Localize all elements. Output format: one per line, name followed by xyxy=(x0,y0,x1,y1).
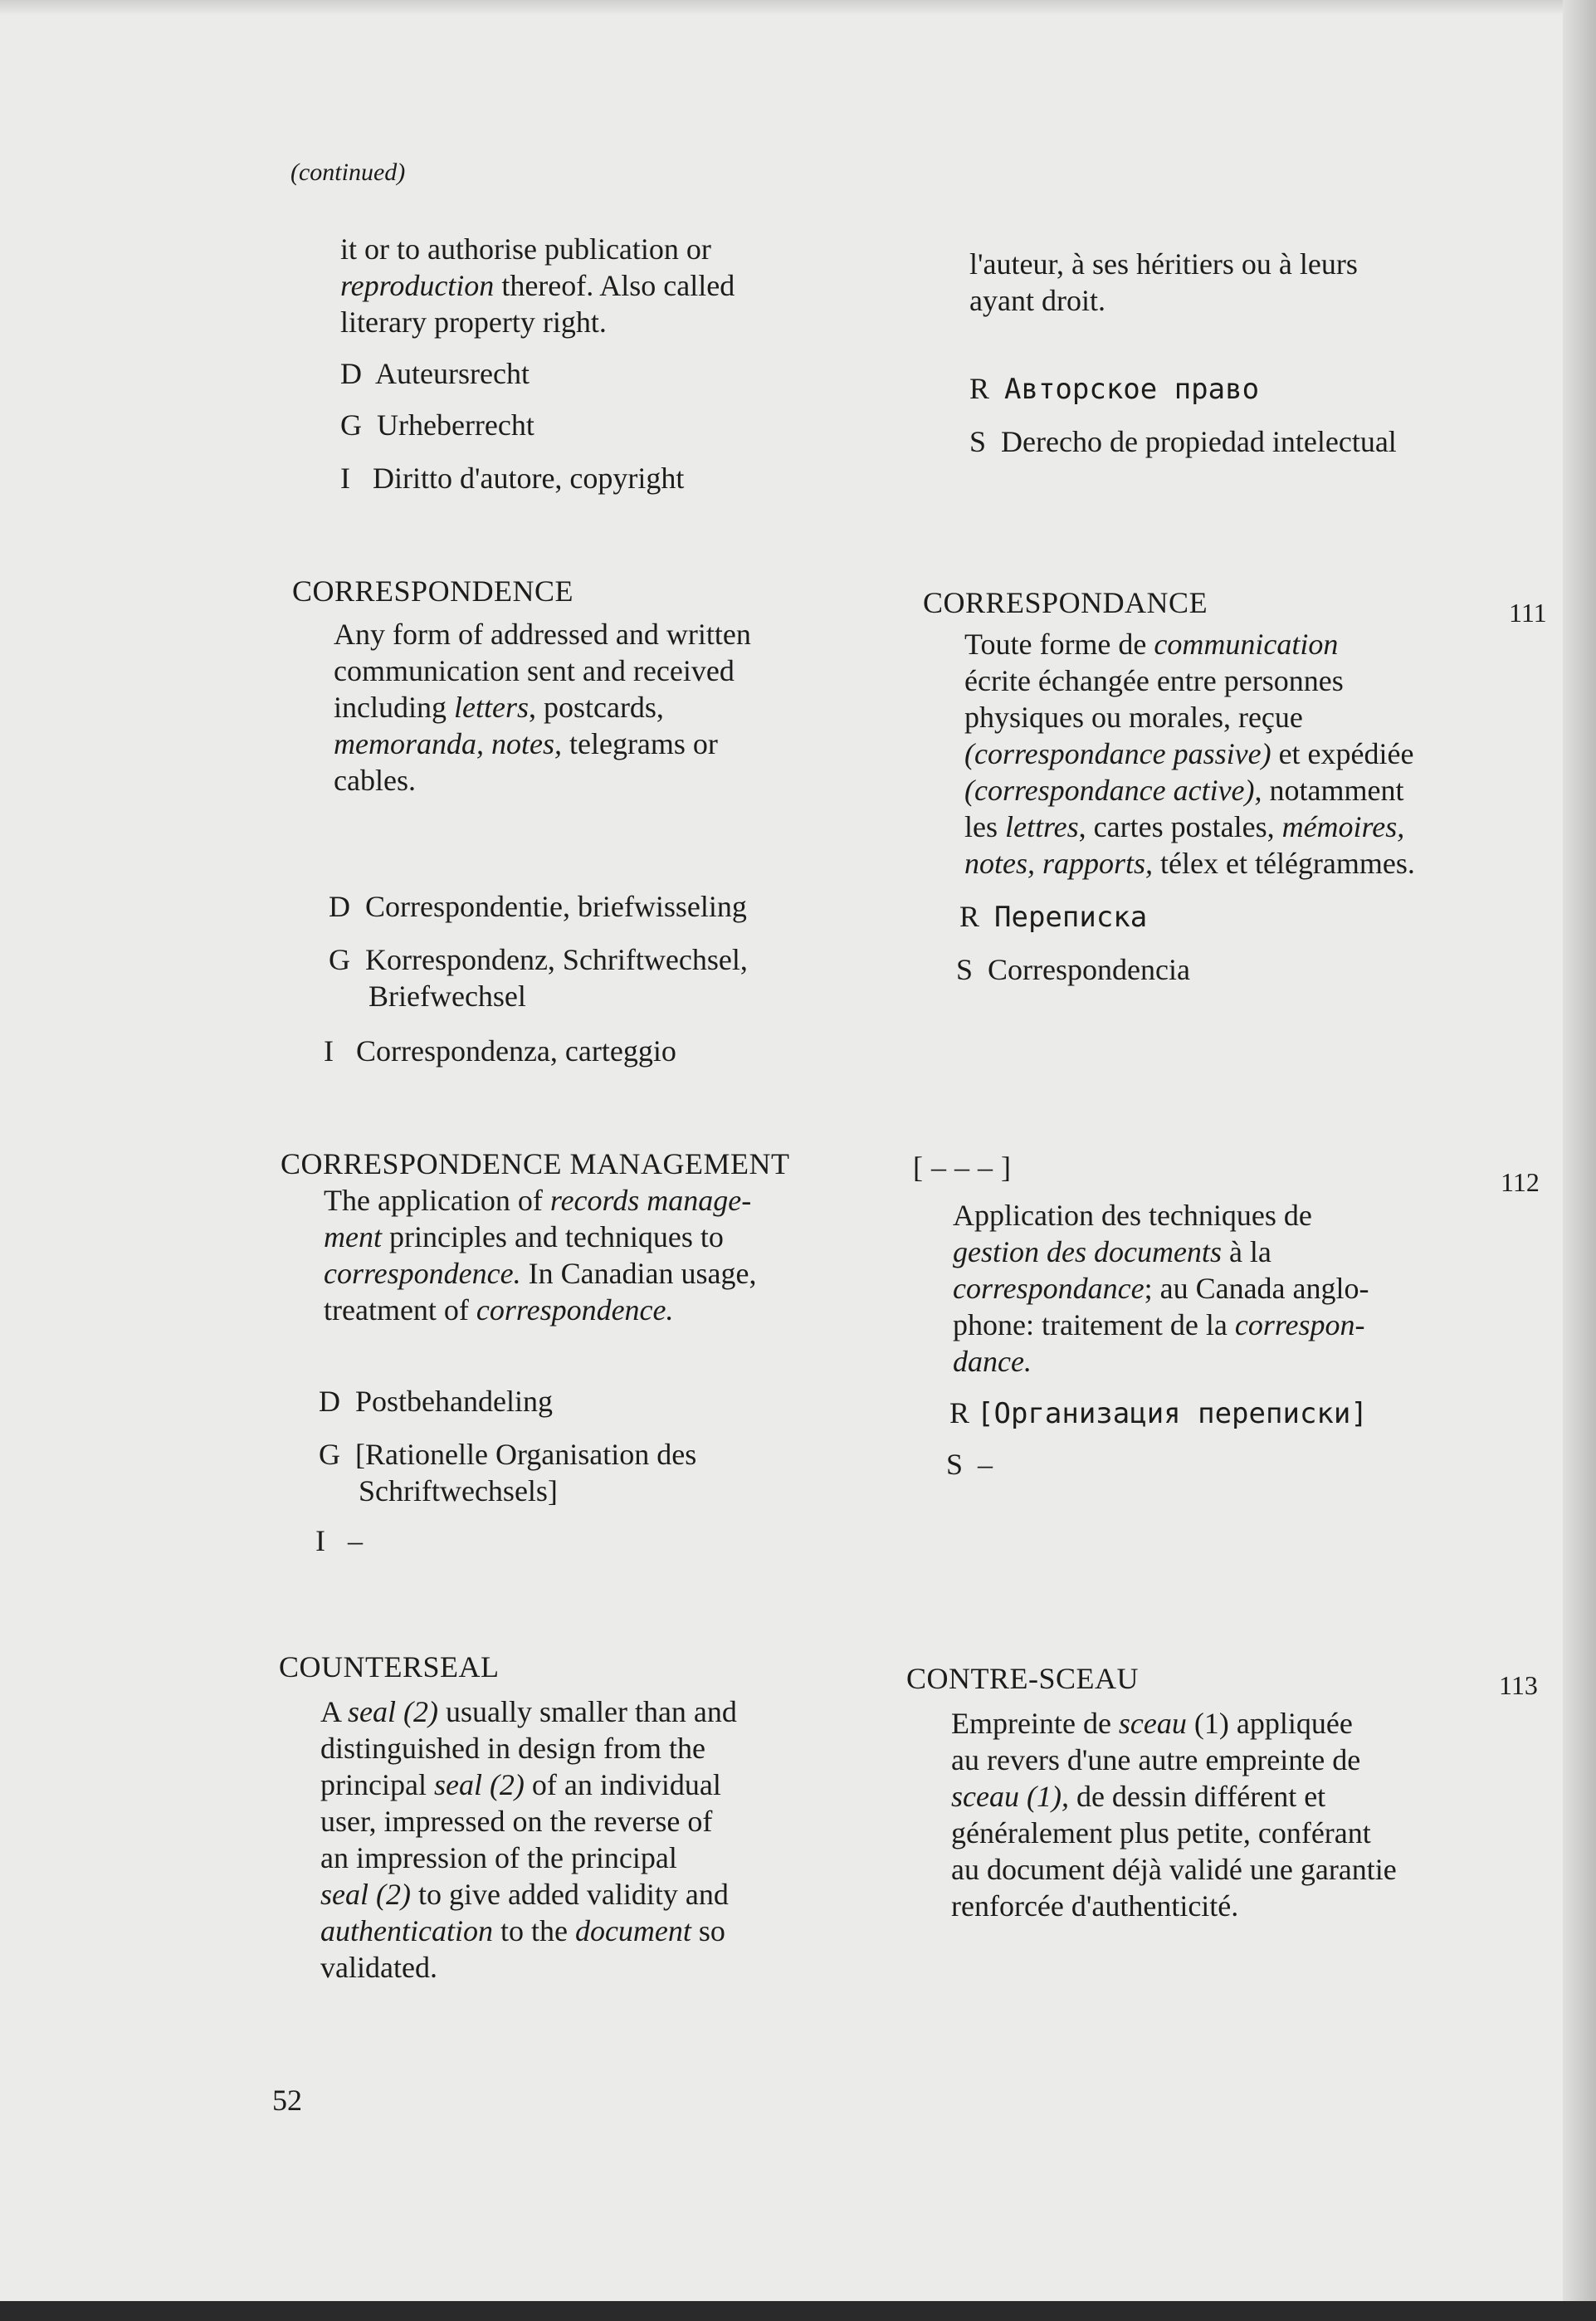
fr-112-def-4: phone: traitement de la correspon- xyxy=(953,1308,1365,1341)
fr-111-def-4: (correspondance passive) et expédiée xyxy=(964,737,1414,770)
en-110-eq-i: I Diritto d'autore, copyright xyxy=(340,462,685,495)
en-112-eq-i: I – xyxy=(315,1524,363,1557)
fr-113-def-2: au revers d'une autre empreinte de xyxy=(951,1743,1361,1776)
en-113-def-1: A seal (2) usually smaller than and xyxy=(320,1695,737,1728)
en-110-line-3: literary property right. xyxy=(340,305,607,339)
fr-111-def-3: physiques ou morales, reçue xyxy=(964,701,1303,734)
en-112-eq-g-cont: Schriftwechsels] xyxy=(359,1474,558,1507)
fr-113-heading: CONTRE-SCEAU xyxy=(906,1662,1140,1695)
continued-label: (continued) xyxy=(290,159,406,186)
en-110-term-reproduction: reproduction xyxy=(340,269,495,302)
fr-112-def-1: Application des techniques de xyxy=(953,1199,1312,1232)
en-110-eq-d: D Auteursrecht xyxy=(340,357,530,390)
fr-111-def-1: Toute forme de communication xyxy=(964,628,1339,661)
en-111-heading: CORRESPONDENCE xyxy=(292,574,574,608)
en-112-def-3: correspondence. In Canadian usage, xyxy=(324,1257,757,1290)
en-112-eq-g: G [Rationelle Organisation des xyxy=(319,1438,697,1471)
entry-111-number: 111 xyxy=(1509,598,1547,628)
fr-110-eq-r: R Авторское право xyxy=(969,372,1260,406)
fr-113-def-4: généralement plus petite, conférant xyxy=(951,1816,1371,1849)
en-112-eq-d: D Postbehandeling xyxy=(319,1385,553,1418)
fr-111-eq-s: S Correspondencia xyxy=(956,953,1190,986)
fr-112-eq-s: S – xyxy=(946,1448,993,1481)
en-111-def-1: Any form of addressed and written xyxy=(334,618,751,651)
en-111-def-5: cables. xyxy=(334,764,416,797)
fr-112-def-2: gestion des documents à la xyxy=(953,1235,1271,1268)
en-111-def-2: communication sent and received xyxy=(334,654,735,687)
fr-113-def-5: au document déjà validé une garantie xyxy=(951,1853,1397,1886)
fr-111-def-2: écrite échangée entre personnes xyxy=(964,664,1344,697)
en-113-def-2: distinguished in design from the xyxy=(320,1732,705,1765)
fr-110-eq-s: S Derecho de propiedad intelectual xyxy=(969,425,1397,458)
en-112-def-2: ment principles and techniques to xyxy=(324,1220,724,1253)
page-gutter-shadow xyxy=(1563,0,1596,2321)
en-111-eq-d: D Correspondentie, briefwisseling xyxy=(329,890,747,923)
fr-112-heading: [ – – – ] xyxy=(913,1151,1012,1184)
fr-112-eq-r: R [Организация переписки] xyxy=(949,1396,1368,1430)
fr-112-def-5: dance. xyxy=(953,1345,1032,1378)
en-113-def-6: seal (2) to give added validity and xyxy=(320,1878,729,1911)
fr-111-def-7: notes, rapports, télex et télégrammes. xyxy=(964,847,1415,880)
en-113-def-5: an impression of the principal xyxy=(320,1841,677,1874)
en-112-heading: CORRESPONDENCE MANAGEMENT xyxy=(281,1147,790,1180)
en-110-line-1: it or to authorise publication or xyxy=(340,232,711,266)
en-112-def-1: The application of records manage- xyxy=(324,1184,752,1217)
fr-111-def-5: (correspondance active), notamment xyxy=(964,774,1404,807)
page-top-edge xyxy=(0,0,1596,15)
en-113-def-3: principal seal (2) of an individual xyxy=(320,1768,721,1801)
page-bottom-edge xyxy=(0,2301,1596,2321)
fr-113-def-3: sceau (1), de dessin différent et xyxy=(951,1780,1326,1813)
fr-111-eq-r: R Переписка xyxy=(959,900,1148,934)
en-113-def-7: authentication to the document so xyxy=(320,1914,725,1947)
en-113-def-4: user, impressed on the reverse of xyxy=(320,1805,713,1838)
en-110-eq-g: G Urheberrecht xyxy=(340,408,534,442)
en-113-heading: COUNTERSEAL xyxy=(279,1650,500,1683)
en-110-line-2 xyxy=(340,267,735,304)
fr-112-def-3: correspondance; au Canada anglo- xyxy=(953,1272,1369,1305)
fr-110-line-1: l'auteur, à ses héritiers ou à leurs xyxy=(969,247,1358,281)
en-113-def-8: validated. xyxy=(320,1951,437,1984)
en-110-line-2-text: thereof. Also called xyxy=(501,269,735,302)
fr-111-def-6: les lettres, cartes postales, mémoires, xyxy=(964,810,1405,843)
en-111-eq-g-cont: Briefwechsel xyxy=(368,980,526,1013)
en-112-def-4: treatment of correspondence. xyxy=(324,1293,674,1327)
fr-111-heading: CORRESPONDANCE xyxy=(923,586,1208,619)
en-111-def-3: including letters, postcards, xyxy=(334,691,664,724)
fr-113-def-1: Empreinte de sceau (1) appliquée xyxy=(951,1707,1353,1740)
fr-113-def-6: renforcée d'authenticité. xyxy=(951,1889,1239,1923)
en-111-def-4: memoranda, notes, telegrams or xyxy=(334,727,718,760)
entry-113-number: 113 xyxy=(1499,1670,1538,1700)
fr-110-line-2: ayant droit. xyxy=(969,284,1105,317)
page-number: 52 xyxy=(272,2084,302,2117)
entry-112-number: 112 xyxy=(1501,1167,1540,1197)
en-111-eq-g: G Korrespondenz, Schriftwechsel, xyxy=(329,943,748,976)
en-111-eq-i: I Correspondenza, carteggio xyxy=(324,1034,676,1068)
